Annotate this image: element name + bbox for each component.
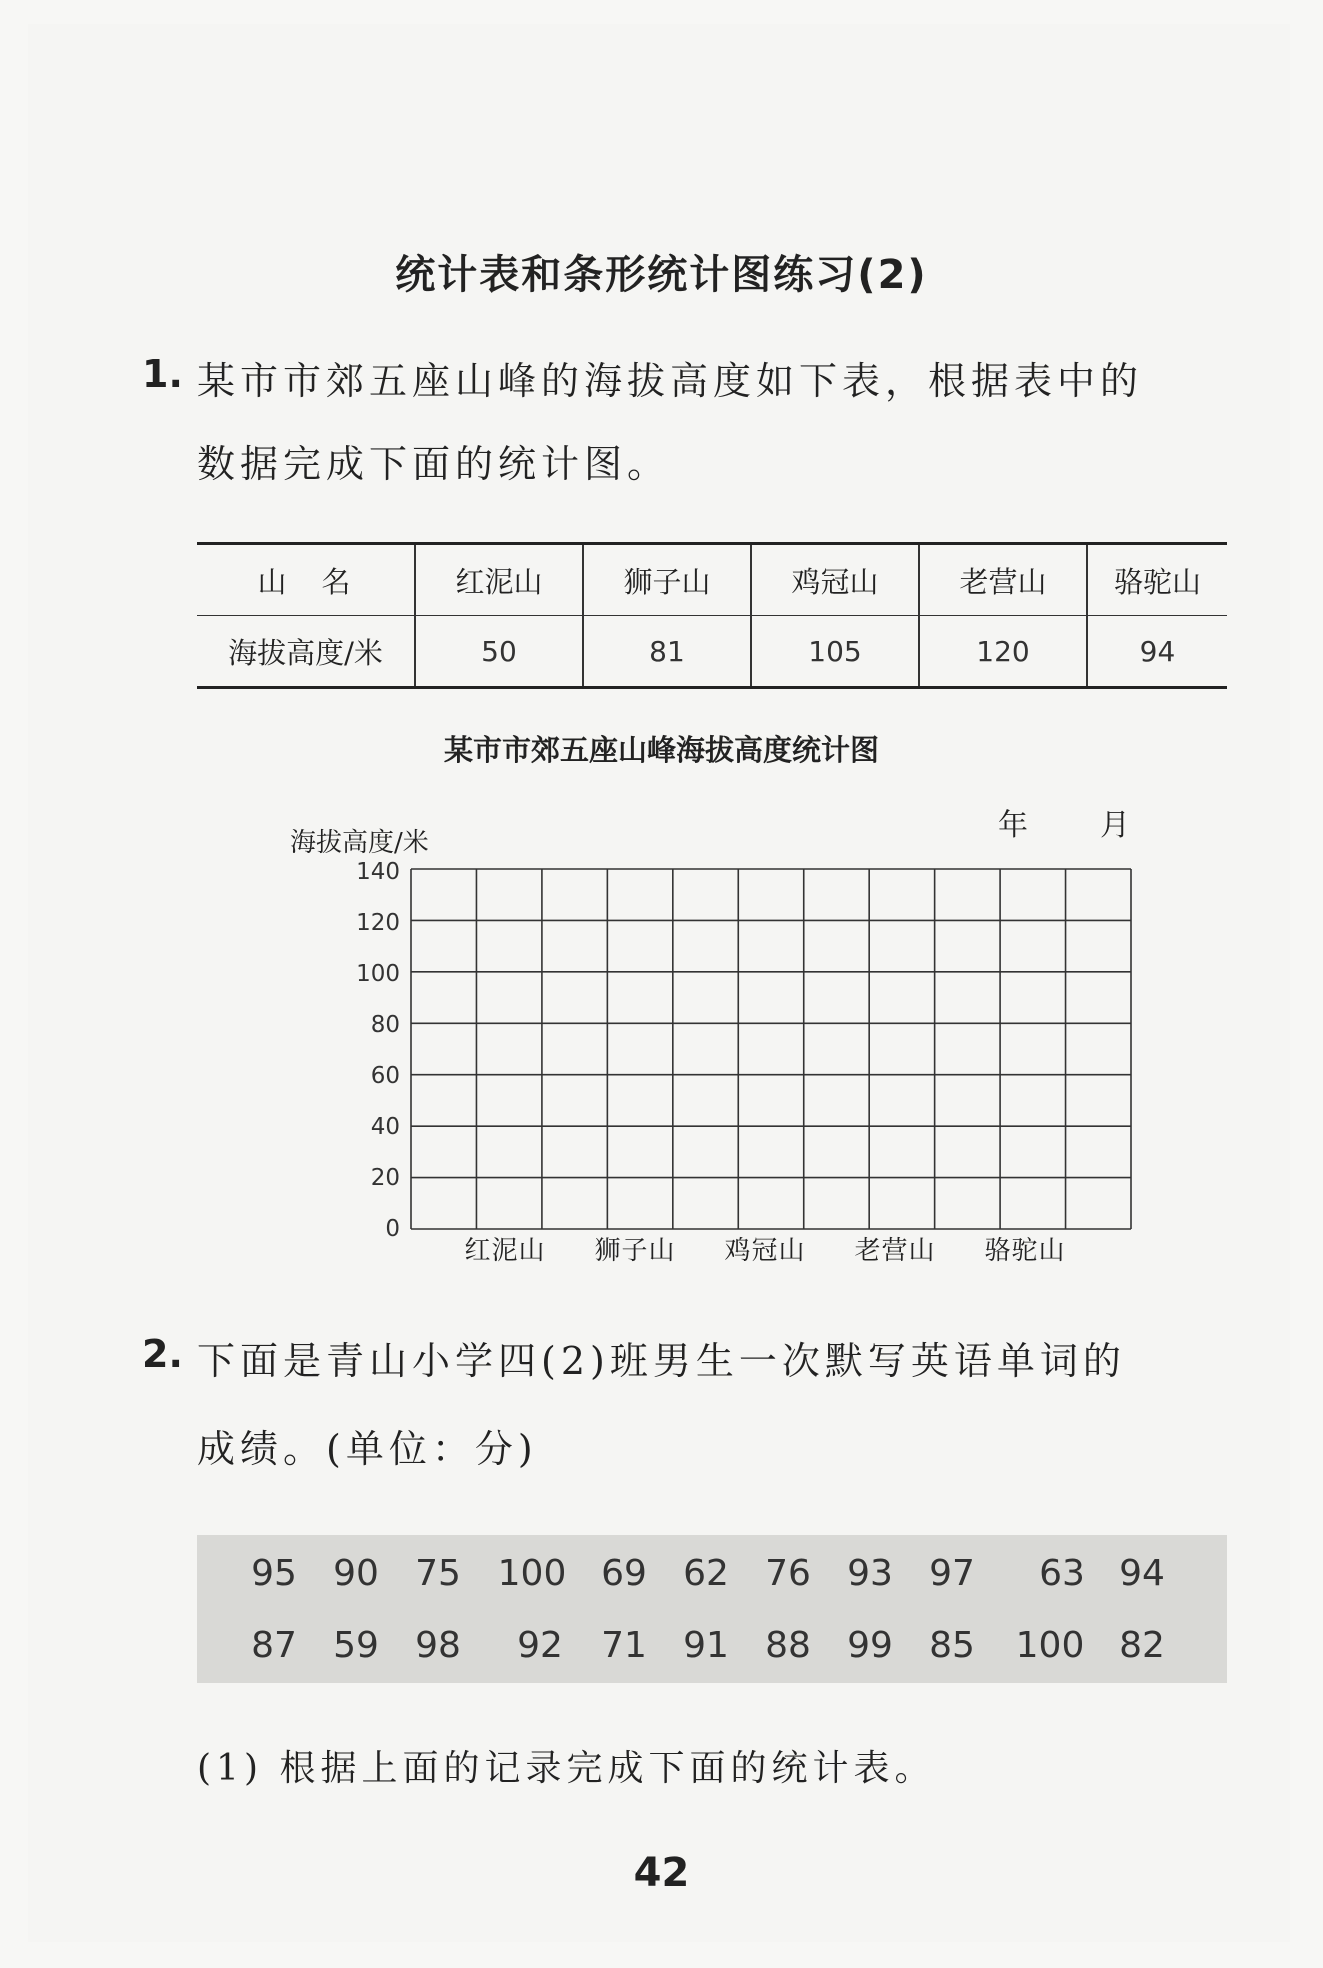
question-1-line2: 数据完成下面的统计图。 bbox=[197, 442, 671, 486]
chart-y-axis-label: 海拔高度/米 bbox=[290, 828, 429, 858]
table-mountain-name: 骆驼山 bbox=[1087, 544, 1227, 616]
score-value: 90 bbox=[333, 1553, 379, 1594]
score-value: 69 bbox=[601, 1553, 647, 1594]
table-header-label: 山 名 bbox=[197, 544, 415, 616]
y-tick-label: 80 bbox=[370, 1012, 400, 1038]
score-value: 76 bbox=[765, 1553, 811, 1594]
table-height-value: 81 bbox=[583, 616, 751, 688]
y-tick-label: 100 bbox=[356, 961, 400, 987]
score-value: 85 bbox=[929, 1625, 975, 1666]
score-value: 91 bbox=[683, 1625, 729, 1666]
score-value: 82 bbox=[1119, 1625, 1165, 1666]
score-value: 98 bbox=[415, 1625, 461, 1666]
chart-title: 某市市郊五座山峰海拔高度统计图 bbox=[443, 733, 879, 767]
score-value: 93 bbox=[847, 1553, 893, 1594]
x-tick-label: 狮子山 bbox=[594, 1236, 676, 1266]
score-value: 95 bbox=[251, 1553, 297, 1594]
question-2-line2: 成绩。(单位：分) bbox=[197, 1427, 538, 1471]
x-tick-label: 老营山 bbox=[854, 1236, 936, 1266]
score-value: 88 bbox=[765, 1625, 811, 1666]
score-value: 94 bbox=[1119, 1553, 1165, 1594]
y-tick-label: 140 bbox=[356, 859, 400, 885]
question-1-number: 1. bbox=[142, 352, 183, 396]
question-1-line1: 某市市郊五座山峰的海拔高度如下表，根据表中的 bbox=[197, 359, 1144, 403]
y-tick-label: 20 bbox=[370, 1165, 400, 1191]
score-value: 75 bbox=[415, 1553, 461, 1594]
scores-box bbox=[197, 1535, 1227, 1683]
score-value: 87 bbox=[251, 1625, 297, 1666]
page-number: 42 bbox=[633, 1850, 690, 1896]
score-value: 99 bbox=[847, 1625, 893, 1666]
score-value: 59 bbox=[333, 1625, 379, 1666]
page-title: 统计表和条形统计图练习(2) bbox=[395, 252, 928, 298]
score-value: 92 bbox=[517, 1625, 563, 1666]
score-value: 97 bbox=[929, 1553, 975, 1594]
table-row-label: 海拔高度/米 bbox=[197, 616, 415, 688]
score-value: 63 bbox=[1039, 1553, 1085, 1594]
chart-date-year[interactable]: 年 bbox=[998, 808, 1028, 843]
chart-grid[interactable] bbox=[408, 866, 1134, 1232]
table-header-row bbox=[197, 544, 1227, 616]
x-tick-label: 鸡冠山 bbox=[724, 1236, 806, 1266]
score-value: 100 bbox=[497, 1553, 567, 1594]
table-height-value: 120 bbox=[919, 616, 1087, 688]
x-tick-label: 红泥山 bbox=[464, 1236, 546, 1266]
question-2-line1: 下面是青山小学四(2)班男生一次默写英语单词的 bbox=[197, 1339, 1126, 1383]
y-tick-label: 40 bbox=[370, 1114, 400, 1140]
score-value: 100 bbox=[1015, 1625, 1085, 1666]
chart-date-month[interactable]: 月 bbox=[1100, 808, 1130, 843]
table-mountain-name: 鸡冠山 bbox=[751, 544, 919, 616]
y-tick-label: 60 bbox=[370, 1063, 400, 1089]
mountain-height-table bbox=[197, 542, 1227, 689]
table-mountain-name: 狮子山 bbox=[583, 544, 751, 616]
score-value: 71 bbox=[601, 1625, 647, 1666]
x-tick-label: 骆驼山 bbox=[984, 1236, 1066, 1266]
table-mountain-name: 老营山 bbox=[919, 544, 1087, 616]
y-tick-label: 0 bbox=[385, 1216, 400, 1242]
table-height-value: 94 bbox=[1139, 634, 1176, 668]
sub-question-1: (1) 根据上面的记录完成下面的统计表。 bbox=[197, 1748, 936, 1789]
table-mountain-name: 红泥山 bbox=[415, 544, 583, 616]
table-height-value: 50 bbox=[415, 616, 583, 688]
y-tick-label: 120 bbox=[356, 910, 400, 936]
table-data-row bbox=[197, 616, 1227, 688]
score-value: 62 bbox=[683, 1553, 729, 1594]
table-height-value: 105 bbox=[751, 616, 919, 688]
question-2-number: 2. bbox=[142, 1332, 183, 1376]
